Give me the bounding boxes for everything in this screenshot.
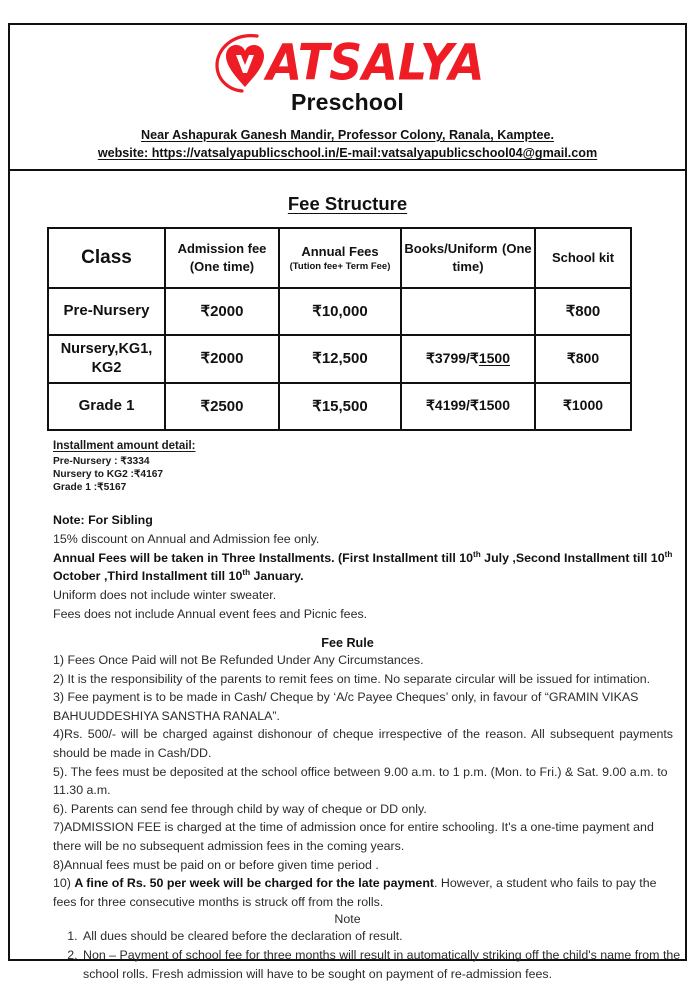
- fee-rule-item: 3) Fee payment is to be made in Cash/ Cheque by ‘A/c Payee Cheques’ only, in favour of “GRAMIN VIKAS BAHUUDDESHIYA SANSTHA RANALA”.: [53, 690, 639, 723]
- document-header: [10, 25, 685, 171]
- cell-school-kit: ₹800: [535, 288, 631, 335]
- fee-rule-item: 7)ADMISSION FEE is charged at the time of admission once for entire schooling. It's a one-time payment and there will be no subsequent admission fees in the coming years.: [53, 820, 654, 854]
- fee-rule-heading: Fee Rule: [321, 635, 374, 650]
- school-address: [10, 126, 685, 163]
- table-header-row: [48, 228, 631, 288]
- installment-schedule-text: Annual Fees will be taken in Three Installments. (First Installment till 10th July ,Second Installment till 10th October ,Third Installment till 10th January.: [53, 549, 673, 584]
- installment-detail-title: Installment amount detail:: [53, 439, 196, 452]
- column-header-admission-fee: Admission fee (One time): [165, 228, 279, 288]
- document-body: [10, 193, 685, 984]
- cell-annual-fees: ₹12,500: [279, 335, 401, 383]
- table-row: [48, 335, 631, 383]
- cell-class: Nursery,KG1, KG2: [48, 335, 165, 383]
- document-page: [8, 23, 687, 981]
- logo-wordmark: ATSALYA: [266, 32, 485, 92]
- ordinal-suffix: th: [242, 568, 251, 578]
- column-header-class: Class: [48, 228, 165, 288]
- cell-annual-fees: ₹15,500: [279, 383, 401, 430]
- cell-admission-fee: ₹2000: [165, 335, 279, 383]
- cell-school-kit: ₹800: [535, 335, 631, 383]
- cell-annual-fees: ₹10,000: [279, 288, 401, 335]
- sibling-note-heading: Note: For Sibling: [53, 512, 153, 527]
- cell-books-uniform: ₹3799/₹1500: [401, 335, 535, 383]
- fee-rule-item: 1) Fees Once Paid will not Be Refunded Under Any Circumstances.: [53, 652, 424, 667]
- cell-admission-fee: ₹2500: [165, 383, 279, 430]
- cell-books-uniform: ₹4199/₹1500: [401, 383, 535, 430]
- column-header-school-kit: School kit: [535, 228, 631, 288]
- school-subtitle: Preschool: [290, 89, 404, 115]
- final-note-heading: Note: [334, 912, 361, 927]
- column-header-books-uniform: Books/Uniform (One time): [401, 228, 535, 288]
- school-logo: [10, 31, 685, 93]
- ordinal-suffix: th: [664, 549, 673, 559]
- uniform-note-text: Uniform does not include winter sweater.: [53, 588, 277, 603]
- fee-rule-item: 6). Parents can send fee through child by way of cheque or DD only.: [53, 801, 427, 816]
- fee-rule-item-10: 10) A fine of Rs. 50 per week will be charged for the late payment. However, a student who fails to pay the fees for three consecutive months is struck off from the rolls.: [53, 876, 657, 909]
- final-note-list: [67, 927, 681, 983]
- fee-rule-list: [53, 651, 673, 912]
- sibling-note-section: [53, 511, 673, 624]
- fee-rule-item: 2) It is the responsibility of the parents to remit fees on time. No separate circular will be issued for intimation.: [53, 671, 651, 686]
- address-line-1: Near Ashapurak Ganesh Mandir, Professor Colony, Ranala, Kamptee.: [141, 128, 554, 142]
- sibling-discount-text: 15% discount on Annual and Admission fee only.: [53, 531, 320, 546]
- fees-exclusion-text: Fees does not include Annual event fees and Picnic fees.: [53, 607, 368, 622]
- cell-school-kit: ₹1000: [535, 383, 631, 430]
- final-note-item: 2. Non – Payment of school fee for three months will result in automatically striking off the child's name from the school rolls. Fresh admission will have to be sought on payment of re-admission fees.: [81, 946, 681, 983]
- address-line-2: website: https://vatsalyapublicschool.in/E-mail:vatsalyapublicschool04@gmail.com: [97, 146, 598, 161]
- final-note-item: 1. All dues should be cleared before the declaration of result.: [81, 927, 681, 946]
- installment-line: Grade 1 :₹5167: [53, 482, 127, 494]
- installment-line: Pre-Nursery : ₹3334: [53, 455, 150, 467]
- installment-line: Nursery to KG2 :₹4167: [53, 468, 164, 480]
- cell-admission-fee: ₹2000: [165, 288, 279, 335]
- installment-detail-section: [53, 440, 676, 495]
- cell-class: Pre-Nursery: [48, 288, 165, 335]
- fee-rule-item: 5). The fees must be deposited at the school office between 9.00 a.m. to 1 p.m. (Mon. to Fri.) & Sat. 9.00 a.m. to 11.30 a.m.: [53, 764, 668, 798]
- fee-rule-item: 4)Rs. 500/- will be charged against dishonour of cheque irrespective of the reason. All subsequent payments should be made in Cash/DD.: [53, 727, 673, 760]
- ordinal-suffix: th: [473, 549, 481, 559]
- cell-books-uniform: [401, 288, 535, 335]
- table-row: [48, 288, 631, 335]
- table-row: [48, 383, 631, 430]
- fee-structure-title-text: Fee Structure: [287, 192, 408, 214]
- column-header-annual-fees: Annual Fees (Tution fee+ Term Fee): [279, 228, 401, 288]
- fee-structure-title: [19, 193, 676, 215]
- fee-rule-item: 8)Annual fees must be paid on or before given time period .: [53, 857, 379, 872]
- cell-class: Grade 1: [48, 383, 165, 430]
- fee-structure-table: [47, 227, 632, 431]
